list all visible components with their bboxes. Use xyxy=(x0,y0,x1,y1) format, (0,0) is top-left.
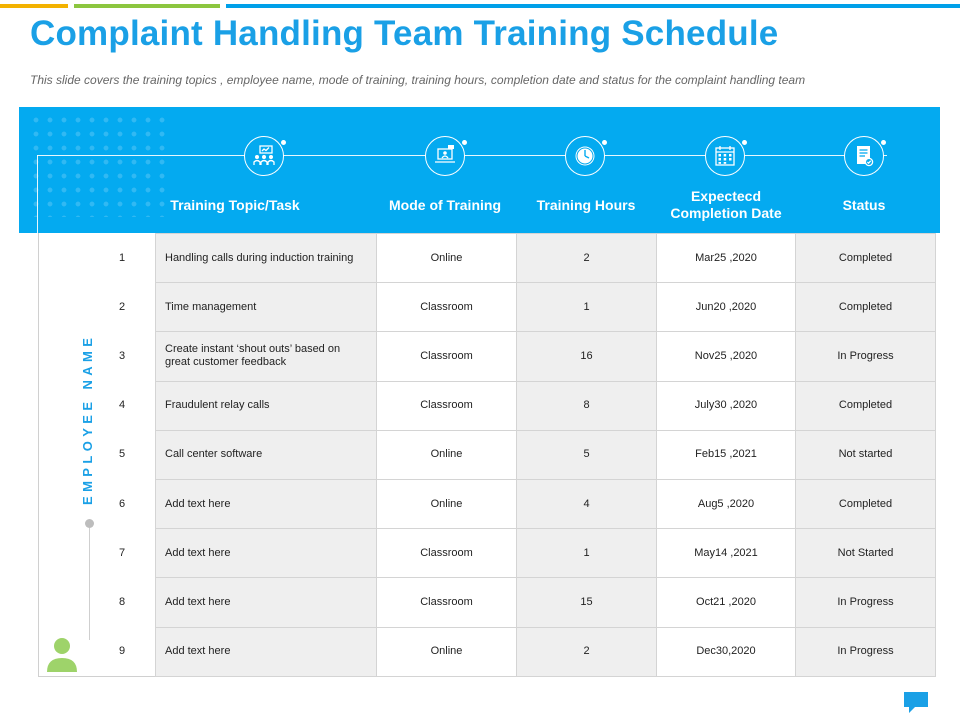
mode-cell: Classroom xyxy=(377,381,517,430)
chat-bubble-icon[interactable] xyxy=(902,690,930,714)
accent-bar-yellow xyxy=(0,4,68,8)
timeline-connector xyxy=(37,155,38,233)
date-cell: Dec30,2020 xyxy=(657,627,796,676)
hours-cell: 1 xyxy=(517,283,657,332)
column-header-topic: Training Topic/Task xyxy=(170,197,300,213)
table-row xyxy=(156,381,936,430)
date-cell: Mar25 ,2020 xyxy=(657,234,796,283)
row-number: 7 xyxy=(118,546,126,559)
topic-cell: Fraudulent relay calls xyxy=(156,381,377,430)
mode-cell: Online xyxy=(377,479,517,528)
row-number: 6 xyxy=(118,497,126,510)
topic-cell: Call center software xyxy=(156,430,377,479)
hours-cell: 15 xyxy=(517,578,657,627)
employee-frame-base xyxy=(38,676,155,677)
status-cell: In Progress xyxy=(796,627,936,676)
date-cell: Oct21 ,2020 xyxy=(657,578,796,627)
page-title: Complaint Handling Team Training Schedule xyxy=(30,14,779,53)
hours-cell: 2 xyxy=(517,234,657,283)
timeline-dot xyxy=(85,519,94,528)
table-row xyxy=(156,332,936,381)
row-number: 8 xyxy=(118,596,126,608)
hours-cell: 8 xyxy=(517,381,657,430)
status-cell: Completed xyxy=(796,479,936,528)
column-header-status: Status xyxy=(842,197,886,213)
employee-frame-line xyxy=(38,233,39,676)
calendar-icon xyxy=(705,136,745,176)
mode-cell: Classroom xyxy=(377,529,517,578)
table-row xyxy=(156,627,936,676)
checklist-icon xyxy=(844,136,884,176)
topic-cell: Handling calls during induction training xyxy=(156,234,377,283)
column-header-mode: Mode of Training xyxy=(389,197,501,213)
accent-bar-green xyxy=(74,4,220,8)
row-number: 2 xyxy=(118,300,126,313)
row-number: 1 xyxy=(118,251,126,264)
employee-name-label: EMPLOYEE NAME xyxy=(80,333,95,505)
training-schedule-table xyxy=(155,233,936,677)
topic-cell: Time management xyxy=(156,283,377,332)
topic-cell: Add text here xyxy=(156,479,377,528)
status-cell: Completed xyxy=(796,381,936,430)
mode-cell: Online xyxy=(377,234,517,283)
mode-cell: Classroom xyxy=(377,332,517,381)
mode-cell: Classroom xyxy=(377,578,517,627)
status-cell: Completed xyxy=(796,234,936,283)
table-row xyxy=(156,430,936,479)
date-cell: May14 ,2021 xyxy=(657,529,796,578)
hours-cell: 1 xyxy=(517,529,657,578)
row-number: 4 xyxy=(118,399,126,412)
column-header-hours: Training Hours xyxy=(536,197,636,213)
mode-cell: Classroom xyxy=(377,283,517,332)
clock-icon xyxy=(565,136,605,176)
mode-cell: Online xyxy=(377,627,517,676)
date-cell: July30 ,2020 xyxy=(657,381,796,430)
date-cell: Aug5 ,2020 xyxy=(657,479,796,528)
status-cell: In Progress xyxy=(796,332,936,381)
status-cell: Completed xyxy=(796,283,936,332)
table-row xyxy=(156,578,936,627)
hours-cell: 4 xyxy=(517,479,657,528)
employee-line xyxy=(89,528,90,640)
table-row xyxy=(156,283,936,332)
topic-cell: Add text here xyxy=(156,627,377,676)
hours-cell: 16 xyxy=(517,332,657,381)
team-presentation-icon xyxy=(244,136,284,176)
status-cell: Not Started xyxy=(796,529,936,578)
date-cell: Jun20 ,2020 xyxy=(657,283,796,332)
row-number: 3 xyxy=(118,350,126,362)
accent-bar-blue xyxy=(226,4,960,8)
row-number: 9 xyxy=(118,645,126,658)
table-row xyxy=(156,479,936,528)
hours-cell: 5 xyxy=(517,430,657,479)
topic-cell: Add text here xyxy=(156,529,377,578)
date-cell: Nov25 ,2020 xyxy=(657,332,796,381)
header-band xyxy=(19,107,940,233)
status-cell: Not started xyxy=(796,430,936,479)
row-number: 5 xyxy=(118,448,126,461)
support-agent-avatar-icon xyxy=(42,632,82,672)
topic-cell: Create instant ‘shout outs’ based on great customer feedback xyxy=(156,332,377,381)
online-training-icon xyxy=(425,136,465,176)
mode-cell: Online xyxy=(377,430,517,479)
dot-pattern xyxy=(29,113,169,217)
table-row xyxy=(156,529,936,578)
column-header-date: Expectecd Completion Date xyxy=(670,188,782,221)
date-cell: Feb15 ,2021 xyxy=(657,430,796,479)
status-cell: In Progress xyxy=(796,578,936,627)
hours-cell: 2 xyxy=(517,627,657,676)
page-subtitle: This slide covers the training topics , employee name, mode of training, training hours, completion date and status for the complaint handling team xyxy=(30,73,806,87)
table-row xyxy=(156,234,936,283)
topic-cell: Add text here xyxy=(156,578,377,627)
